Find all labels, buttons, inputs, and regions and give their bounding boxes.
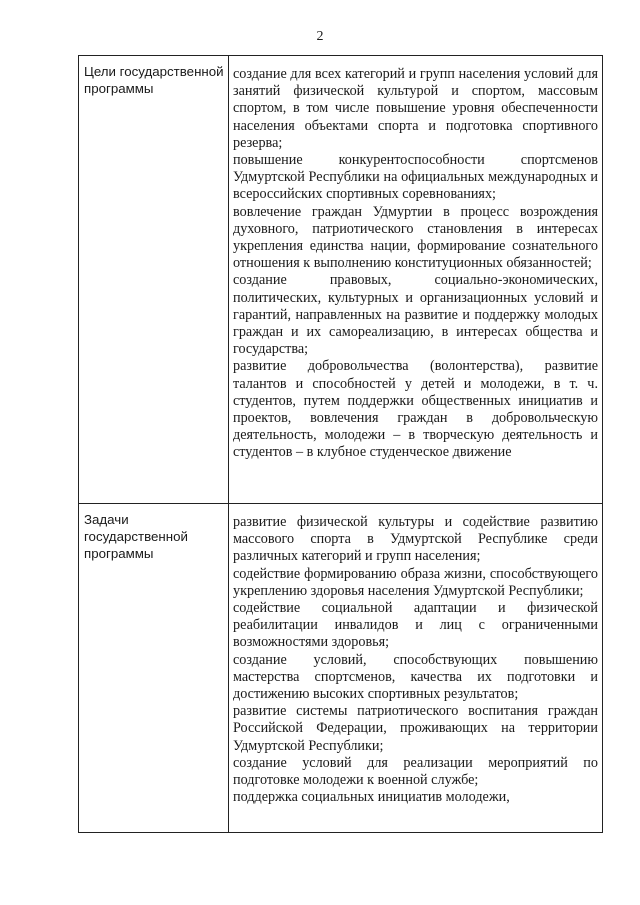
tasks-content-cell xyxy=(229,504,603,833)
tasks-item: создание условий для реализации мероприятий по подготовке молодежи к военной службе; xyxy=(233,754,598,789)
goals-label: Цели государственной программы xyxy=(84,64,224,96)
page-number: 2 xyxy=(316,29,324,44)
program-table xyxy=(78,55,603,833)
goals-item: вовлечение граждан Удмуртии в процесс возрождения духовного, патриотического становления в интересах укрепления единства нации, формирование сознательного отношения к выполнению конституционных обязанностей; xyxy=(233,203,598,272)
tasks-item: содействие социальной адаптации и физической реабилитации инвалидов и лиц с ограниченными возможностями здоровья; xyxy=(233,600,598,651)
goals-item: создание правовых, социально-экономических, политических, культурных и организационных условий и гарантий, направленных на развитие и поддержку молодых граждан и их самореализацию, в интересах общества и государства; xyxy=(233,272,598,358)
goals-content-cell xyxy=(229,56,603,504)
table-row-tasks xyxy=(79,504,603,833)
table-row-goals xyxy=(79,56,603,504)
tasks-label: Задачи государственной программы xyxy=(84,512,188,561)
goals-item: развитие добровольчества (волонтерства), развитие талантов и способностей у детей и молодежи, в т. ч. студентов, путем поддержки общественных инициатив и проектов, вовлечения граждан в добровольческую деятельность, молодежи – в творческую деятельность и студентов – в клубное студенческое движение xyxy=(233,358,598,461)
tasks-item: содействие формированию образа жизни, способствующего укреплению здоровья населения Удмуртской Республики; xyxy=(233,565,598,599)
tasks-item: развитие системы патриотического воспитания граждан Российской Федерации, проживающих на территории Удмуртской Республики; xyxy=(233,703,598,754)
tasks-item: создание условий, способствующих повышению мастерства спортсменов, качества их подготовки и достижению высоких спортивных результатов; xyxy=(233,651,598,703)
tasks-label-cell xyxy=(79,504,229,833)
tasks-item: поддержка социальных инициатив молодежи, xyxy=(233,789,510,806)
goals-item: повышение конкурентоспособности спортсменов Удмуртской Республики на официальных международных и всероссийских спортивных соревнованиях; xyxy=(233,152,598,203)
goals-label-cell xyxy=(79,56,229,504)
goals-item: создание для всех категорий и групп населения условий для занятий физической культурой и спортом, массовым спортом, в том числе повышение уровня обеспеченности населения объектами спорта и подготовка спортивного резерва; xyxy=(233,66,598,151)
tasks-item: развитие физической культуры и содействие развитию массового спорта в Удмуртской Республике среди различных категорий и групп населения; xyxy=(233,514,598,565)
